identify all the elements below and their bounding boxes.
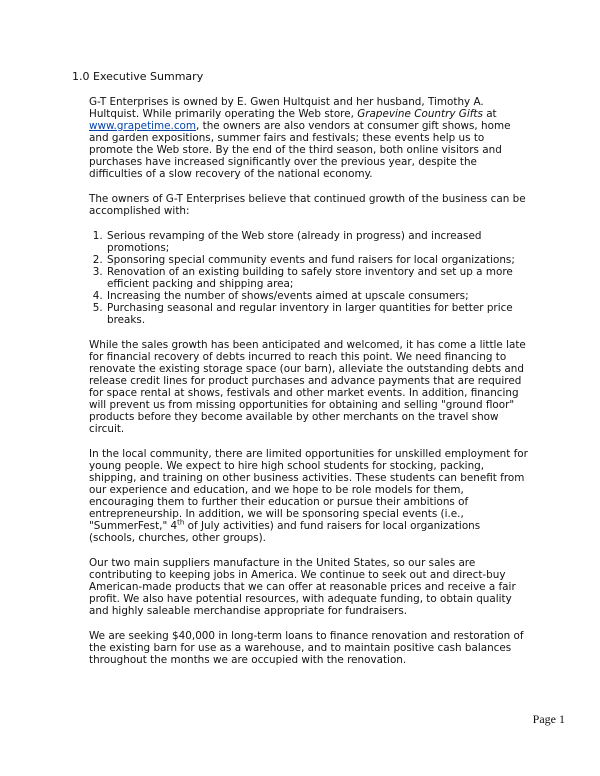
body-text [89,96,529,679]
list-item: 2. Sponsoring special community events and fund raisers for local organizations; [106,254,529,266]
paragraph-financing: While the sales growth has been anticipated and welcomed, it has come a little late for financial recovery of debts incurred to reach this point. We need financing to renovate the existing storage space (our barn), alleviate the outstanding debts and release credit lines for product purchases and advance payments that are required for space rental at shows, festivals and other market events. In addition, financing will prevent us from missing opportunities for obtaining and selling "ground floor" products before they become available by other merchants on the travel show circuit. [89,339,526,435]
list-item: 4. Increasing the number of shows/events aimed at upscale consumers; [106,290,529,302]
website-link[interactable]: www.grapetime.com [89,120,197,132]
list-item: 5. Purchasing seasonal and regular inventory in larger quantities for better price breaks. [106,302,529,326]
list-item: 1. Serious revamping of the Web store (already in progress) and increased promotions; [106,230,529,254]
paragraph-intro: G-T Enterprises is owned by E. Gwen Hultquist and her husband, Timothy A. Hultquist. While primarily operating the Web store, Grapevine Country Gifts at www.grapetime.com, the owners are also vendors at consumer gift shows, home and garden expositions, summer fairs and festivals; these events help us to promote the Web store. By the end of the third season, both online visitors and purchases have increased significantly over the previous year, despite the difficulties of a slow recovery of the national economy. [89,96,511,180]
page-number: Page 1 [532,712,565,726]
paragraph-growth: The owners of G-T Enterprises believe that continued growth of the business can be accomplished with: [89,193,526,217]
section-heading: 1.0 Executive Summary [72,70,204,83]
list-item: 3. Renovation of an existing building to safely store inventory and set up a more efficient packing and shipping area; [106,266,529,290]
paragraph-community: In the local community, there are limited opportunities for unskilled employment for young people. We expect to hire high school students for stocking, packing, shipping, and training on other business activities. These students can benefit from our experience and education, and we hope to be role models for them, encouraging them to further their education or pursue their ambitions of entrepreneurship. In addition, we will be sponsoring special events (i.e., "SummerFest," 4th of July activities) and fund raisers for local organizations (schools, churches, other groups). [89,448,528,544]
paragraph-suppliers: Our two main suppliers manufacture in the United States, so our sales are contributing to keeping jobs in America. We continue to seek out and direct-buy American-made products that we can offer at reasonable prices and receive a fair profit. We also have potential resources, with adequate funding, to obtain quality and highly saleable merchandise appropriate for fundraisers. [89,557,516,617]
growth-list [89,230,529,326]
paragraph-loan-request: We are seeking $40,000 in long-term loans to finance renovation and restoration of the existing barn for use as a warehouse, and to maintain positive cash balances throughout the months we are occupied with the renovation. [89,630,524,666]
store-name: Grapevine Country Gifts [357,108,483,120]
